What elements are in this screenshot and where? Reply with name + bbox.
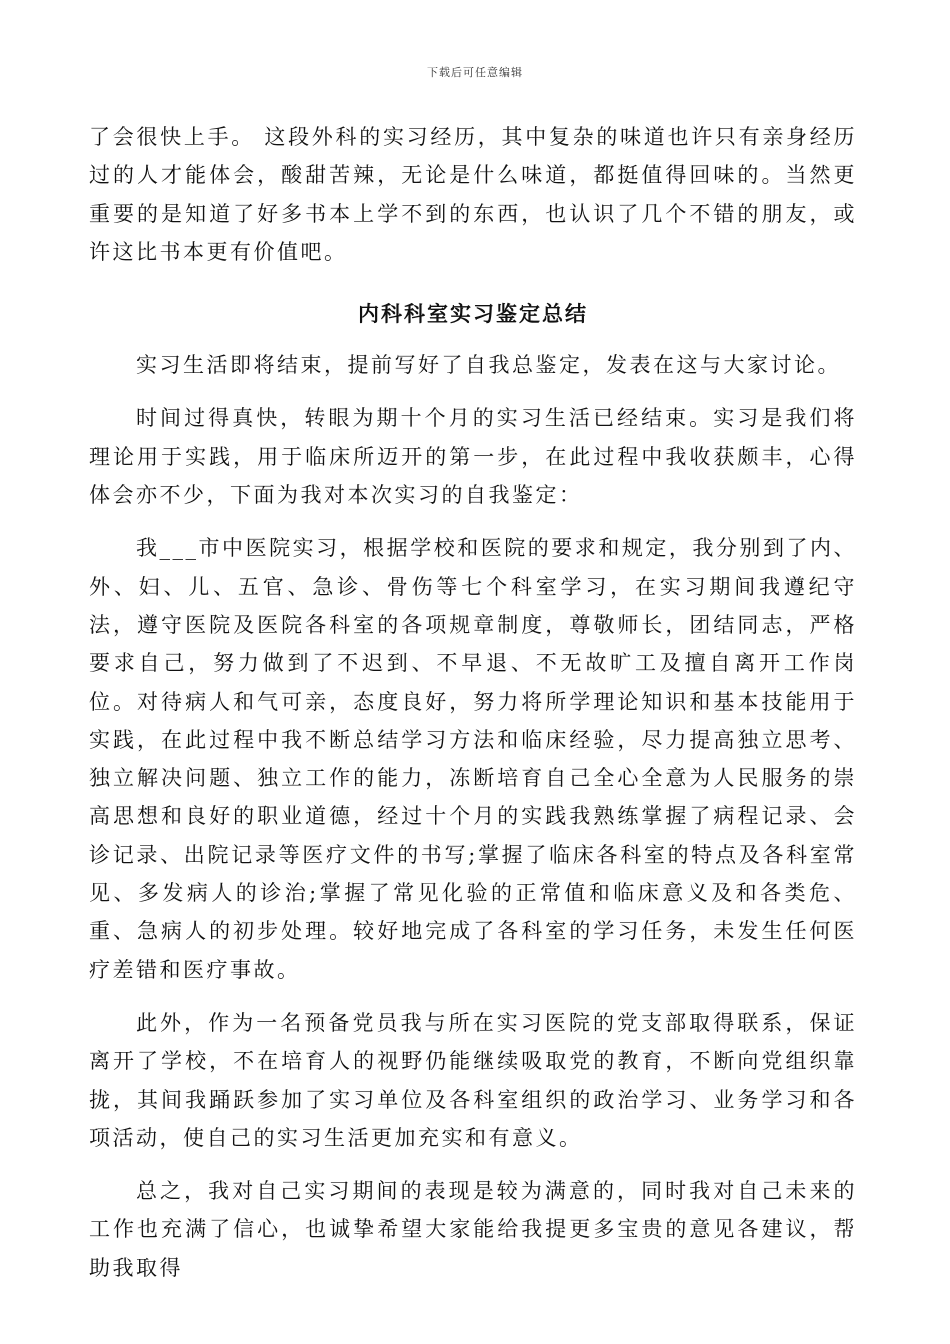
page-header-note: 下载后可任意编辑 [427,66,523,79]
paragraph-overview: 时间过得真快，转眼为期十个月的实习生活已经结束。实习是我们将理论用于实践，用于临床所迈开的第一步，在此过程中我收获颇丰，心得体会亦不少，下面为我对本次实习的自我鉴定： [89,406,857,508]
intro-paragraph: 了会很快上手。 这段外科的实习经历，其中复杂的味道也许只有亲身经历过的人才能体会，酸甜苦辣，无论是什么味道，都挺值得回味的。当然更重要的是知道了好多书本上学不到的东西，也认识了几个不错的朋友，或许这比书本更有价值吧。 [89,125,857,264]
paragraph-conclusion: 总之，我对自己实习期间的表现是较为满意的，同时我对自己未来的工作也充满了信心，也诚挚希望大家能给我提更多宝贵的意见各建议，帮助我取得 [89,1179,857,1280]
paragraph-clinical-practice: 我___市中医院实习，根据学校和医院的要求和规定，我分别到了内、外、妇、儿、五官、急诊、骨伤等七个科室学习，在实习期间我遵纪守法，遵守医院及医院各科室的各项规章制度，尊敬师长，团结同志，严格要求自己，努力做到了不迟到、不早退、不无故旷工及擅自离开工作岗位。对待病人和气可亲，态度良好，努力将所学理论知识和基本技能用于实践，在此过程中我不断总结学习方法和临床经验，尽力提高独立思考、独立解决问题、独立工作的能力，冻断培育自己全心全意为人民服务的崇高思想和良好的职业道德，经过十个月的实践我熟练掌握了病程记录、会诊记录、出院记录等医疗文件的书写;掌握了临床各科室的特点及各科室常见、多发病人的诊治;掌握了常见化验的正常值和临床意义及和各类危、重、急病人的初步处理。较好地完成了各科室的学习任务，未发生任何医疗差错和医疗事故。 [89,536,857,982]
paragraph-party-activities: 此外，作为一名预备党员我与所在实习医院的党支部取得联系，保证离开了学校，不在培育人的视野仍能继续吸取党的教育，不断向党组织靠拢，其间我踊跃参加了实习单位及各科室组织的政治学习、业务学习和各项活动，使自己的实习生活更加充实和有意义。 [89,1010,857,1150]
document-body [89,118,857,1287]
paragraph-opening: 实习生活即将结束，提前写好了自我总鉴定，发表在这与大家讨论。 [136,353,841,378]
section-title: 内科科室实习鉴定总结 [358,301,588,327]
